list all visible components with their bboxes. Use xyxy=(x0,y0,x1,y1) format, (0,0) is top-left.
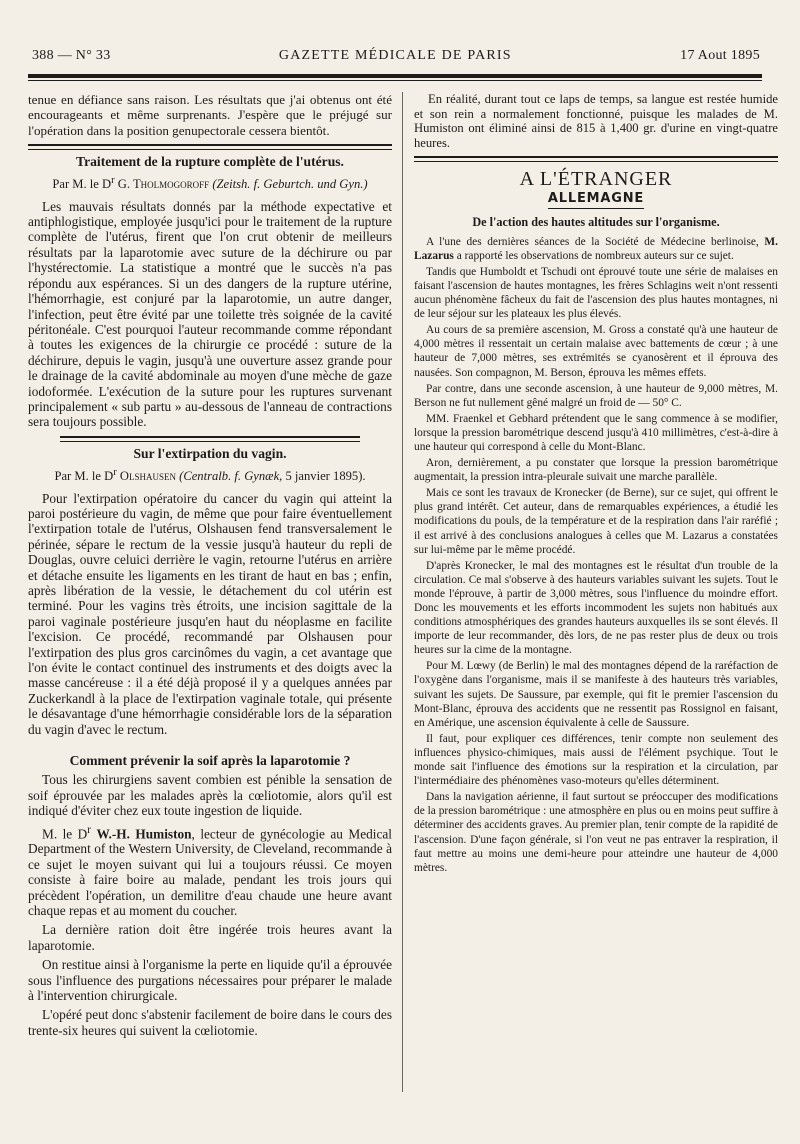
section-heading: A L'ÉTRANGER xyxy=(519,168,673,191)
source-citation: (Zeitsh. f. Geburtch. und Gyn.) xyxy=(212,177,368,192)
article-separator xyxy=(60,436,360,442)
author-name: G. Tholmogoroff xyxy=(117,177,210,192)
continued-paragraph: En réalité, durant tout ce laps de temps, sa langue est restée humide et son rein a normalement fonctionné, puisque les malades de M. Humiston ont éliminé ainsi de 815 à 1,400 gr. d'urine en vingt-quatre heures. xyxy=(414,92,778,150)
paragraph: L'opéré peut donc s'abstenir facilement de boire dans le cours des trente-six heures qui suivent la cœliotomie. xyxy=(28,1007,392,1038)
paragraph: A l'une des dernières séances de la Société de Médecine berlinoise, M. Lazarus a rapporté les observations de nombreux auteurs sur ce sujet. xyxy=(414,235,778,262)
continued-paragraph: tenue en défiance sans raison. Les résultats que j'ai obtenus ont été encourageants et même surprenants. J'espère que le préjugé sur l'opération dans la position genupectorale cessera bientôt. xyxy=(28,92,392,138)
paragraph: M. le $D^r$ W.-H. Humiston, lecteur de gynécologie au Medical Department of the Western University, de Cleveland, recommande à ce sujet le moyen suivant qui lui a toujours réussi. Ce moyen consiste à faire boire au malade, pendant les trois jours qui précèdent l'opération, un demilitre d'eau chaude une heure avant chaque repas et au moment du coucher. xyxy=(28,823,392,919)
paragraph: D'après Kronecker, le mal des montagnes est le résultat d'un trouble de la circulation. Ce mal s'observe à des hauteurs variables suivant les sujets. Tout le monde l'éprouve, à partir de 3,000 mètres, sous l'influence du moindre effort. Donc les mouvements et les efforts incommodent les sujets non habitués aux conditions atmosphériques des grandes hauteurs auxquelles ils se sont élevés. Il importe de leur recommander, dès lors, de ne pas rester plus de deux ou trois heures sur la cime de la montagne. xyxy=(414,559,778,657)
page-header xyxy=(32,48,760,70)
country-heading: ALLEMAGNE xyxy=(414,192,778,208)
paragraph: Mais ce sont les travaux de Kronecker (de Berne), sur ce sujet, qui offrent le plus grand intérêt. Cet auteur, dans de remarquables expériences, a étudié les modifications du pouls, de la température et de la respiration dans l'air raréfié ; il est arrivé à des conclusions analogues à celles que M. Lazarus a constatées sur lui-même par le même procédé. xyxy=(414,487,778,556)
article-title-soif: Comment prévenir la soif après la laparotomie ? xyxy=(69,753,351,769)
paragraph: Par contre, dans une seconde ascension, à une hauteur de 9,000 mètres, M. Berson ne fut nullement gêné malgré un froid de — 50° C. xyxy=(414,382,778,409)
paragraph: Tous les chirurgiens savent combien est pénible la sensation de soif éprouvée par les malades après la cœliotomie, alors qu'il est indiqué d'éviter chez eux toute ingestion de liquide. xyxy=(28,772,392,819)
author-name: Olshausen xyxy=(119,469,176,484)
article-title-rupture: Traitement de la rupture complète de l'utérus. xyxy=(76,153,344,169)
header-rule-thin xyxy=(28,80,762,81)
article-title-altitudes: De l'action des hautes altitudes sur l'organisme. xyxy=(472,214,720,229)
paragraph: La dernière ration doit être ingérée trois heures avant la laparotomie. xyxy=(28,922,392,953)
section-separator xyxy=(414,156,778,162)
page-number: 388 — N° 33 xyxy=(32,48,111,63)
column-divider xyxy=(402,92,403,1092)
paragraph: Dans la navigation aérienne, il faut surtout se préoccuper des modifications de la pression barométrique : une atmosphère en plus ou en moins peut suffire à déterminer des accidents graves. Au premier plan, tenir compte de la rapidité de l'ascension. D'une façon générale, si l'on veut ne pas entraver la respiration, il faut mettre au moins une demi-heure pour atteindre une hauteur de 4,000 mètres. xyxy=(414,791,778,874)
paragraph: MM. Fraenkel et Gebhard prétendent que le sang commence à se modifier, lorsque la pression barométrique descend jusqu'à 410 millimètres, c'est-à-dire à une hauteur qui correspond à celle du Mont-Blanc. xyxy=(414,412,778,453)
header-rule-thick xyxy=(28,74,762,78)
source-citation: (Centralb. f. Gynæk, xyxy=(179,469,283,484)
article-separator xyxy=(28,144,392,150)
paragraph: Tandis que Humboldt et Tschudi ont éprouvé toute une série de malaises en faisant l'ascension de hautes montagnes, les frères Schlagins weit n'ont ressenti aucun phénomène fâcheux du fait de l'ascension des plus hautes montagnes, ni de leur séjour sur les plateaux les plus élevés. xyxy=(414,265,778,321)
article-title-vagin: Sur l'extirpation du vagin. xyxy=(133,445,287,461)
author-name: M. Lazarus xyxy=(414,235,778,262)
paragraph: Au cours de sa première ascension, M. Gross a constaté qu'à une hauteur de 4,000 mètres il ressentait un certain malaise avec battements de cœur ; à une hauteur de 7,000 mètres, ses extrémités se cyanosèrent et il éprouva des nausées. Son compagnon, M. Berson, éprouva les mêmes effets. xyxy=(414,324,778,379)
paragraph: Les mauvais résultats donnés par la méthode expectative et antiphlogistique, employée jusqu'ici pour le traitement de la rupture complète de l'utérus, firent que l'on crut obtenir de meilleurs résultats par la laparotomie avec suture de la déchirure ou par l'hystérectomie. La statistique a montré que le succès n'a pas répondu aux espérances. Si un des dangers de la rupture utérine, l'hémorrhagie, est conjuré par la laparotomie, un autre danger, l'infection, peut être évité par une toilette très soignée de la cavité péritonéale. C'est pourquoi l'auteur recommande comme répondant à toutes les exigences de la chirurgie ce procédé : suture de la déchirure, depuis le vagin, jusqu'à une ouverture assez grande pour le drainage de la cavité abdominale au moyen d'une mèche de gaze iodoformée. L'exécution de la suture pour les ruptures survenant principalement « sub partu » au-dessous de l'anneau de contractions sera toujours possible. xyxy=(28,198,392,430)
author-name: W.-H. Humiston xyxy=(96,825,192,841)
article-byline-vagin: Par M. le $D^r$ Olshausen (Centralb. f. Gynæk, 5 janvier 1895). xyxy=(54,467,366,484)
issue-date: 17 Aout 1895 xyxy=(680,48,760,63)
left-column xyxy=(28,92,392,1104)
paragraph: Il faut, pour expliquer ces différences, tenir compte non seulement des influences physico-chimiques, mais aussi de l'élément psychique. Tout le monde sait l'influence des émotions sur la respiration et la circulation, par l'intermédiaire des phénomènes vaso-moteurs qu'elles déterminent. xyxy=(414,732,778,788)
paragraph: Pour l'extirpation opératoire du cancer du vagin qui atteint la paroi postérieure du vagin, de même que pour faire éventuellement l'extirpation totale de l'utérus, Olshausen fend transversalement le périnée, sépare le rectum de la vessie jusqu'à hauteur du repli de Douglas, ouvre celuici derrière le vagin, retourne l'utérus en arrière et détache ensuite les ligaments en les tirant de haut en bas ; enfin, après libération de la vessie, le détachement du col utérin est terminé. Pour les vagins très étroits, une incision sagittale de la paroi vaginale postérieure jusqu'en haut du néoplasme en facilite l'excision. Ce procédé, recommandé par Olshausen pour l'extirpation des plus gros carcinômes du vagin, a cet avantage que l'on évite le contact continuel des instruments et des doigts avec la masse cancéreuse : il a été déjà proposé il y a quelques années par Zuckerkandl à la place de l'extirpation vaginale totale, qui présente le désavantage d'une hémorrhagie considérable lors de la séparation du vagin d'avec le rectum. xyxy=(28,490,392,737)
right-column xyxy=(414,92,778,1104)
journal-title: GAZETTE MÉDICALE DE PARIS xyxy=(278,48,512,63)
paragraph: On restitue ainsi à l'organisme la perte en liquide qu'il a éprouvée sous l'influence des purgations nécessaires pour préparer le malade à l'intervention chirurgicale. xyxy=(28,957,392,1004)
article-byline-rupture: Par M. le $D^r$ G. Tholmogoroff (Zeitsh. f. Geburtch. und Gyn.) xyxy=(52,175,368,192)
paragraph: Aron, dernièrement, a pu constater que lorsque la pression barométrique augmentait, la pression intra-pleurale suivait une marche parallèle. xyxy=(414,457,778,484)
paragraph: Pour M. Lœwy (de Berlin) le mal des montagnes dépend de la raréfaction de l'oxygène dans l'organisme, mais il se manifeste à des hauteurs très variables, suivant les sujets. De Saussure, par exemple, qui fit le premier l'ascension du Mont-Blanc, éprouva des accidents que ne ressentit pas Rossignol en faisant, en Amérique, une ascension équivalente à celle de Saussure. xyxy=(414,660,778,729)
